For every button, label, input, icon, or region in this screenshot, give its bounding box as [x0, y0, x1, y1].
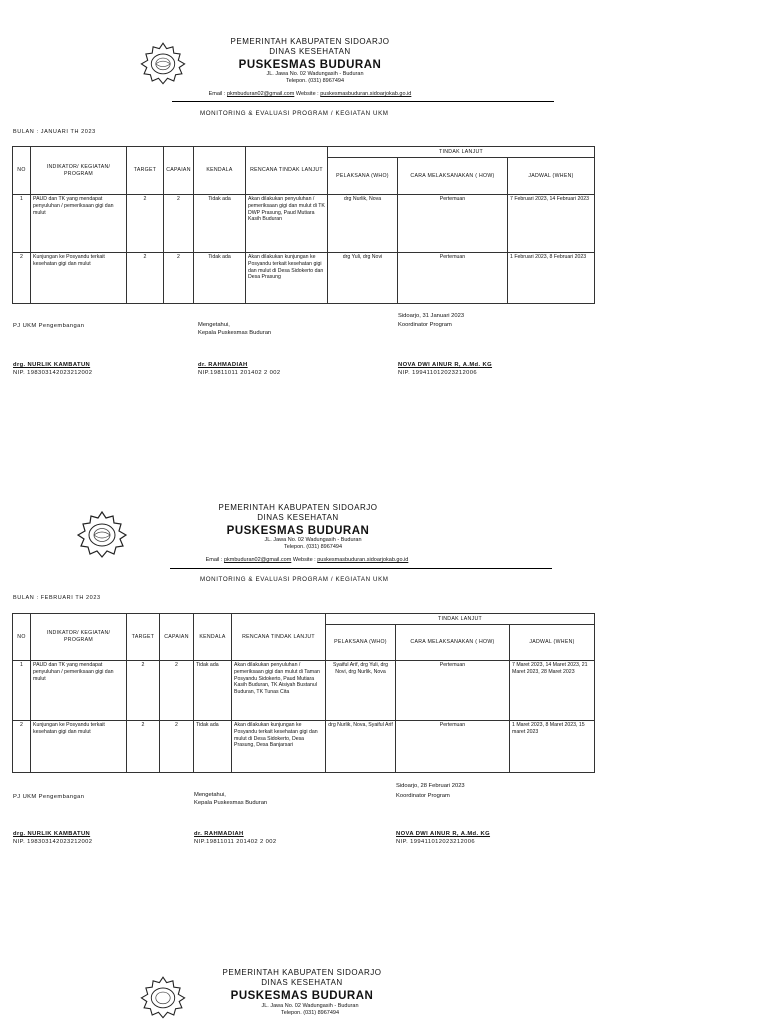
col-kendala: KENDALA — [194, 614, 232, 661]
right-signer — [398, 362, 492, 378]
mid-signer-name: dr. RAHMADIAH — [194, 831, 244, 837]
document-title: MONITORING & EVALUASI PROGRAM / KEGIATAN UKM — [200, 110, 389, 117]
table-row: 1 PAUD dan TK yang mendapat penyuluhan / pemeriksaan gigi dan mulut 2 2 Tidak ada Akan dilakukan penyuluhan / pemeriksaan gigi dan mulut di TK DWP Prasung, Paud Mutiara Kasih Buduran drg Nurlik, Nova Pertemuan 7 Februari 2023, 14 Februari 2023 — [13, 195, 595, 253]
header-divider — [170, 568, 552, 569]
right-signer-title: Koordinator Program — [398, 322, 452, 328]
month-label: BULAN : JANUARI TH 2023 — [13, 129, 96, 135]
emblem-seal-icon — [72, 508, 132, 560]
mid-signer — [198, 362, 281, 378]
mid-signer-name: dr. RAHMADIAH — [198, 362, 248, 368]
phone: Telepon. (031) 8967494 — [283, 543, 343, 550]
mid-signer-title: Mengetahui, Kepala Puskesmas Buduran — [194, 792, 268, 806]
monitoring-table — [12, 613, 595, 773]
right-signer-title: Koordinator Program — [396, 793, 450, 799]
col-rencana: RENCANA TINDAK LANJUT — [232, 614, 326, 661]
col-indikator: INDIKATOR/ KEGIATAN/ PROGRAM — [31, 614, 127, 661]
document-title: MONITORING & EVALUASI PROGRAM / KEGIATAN UKM — [200, 576, 389, 583]
mid-signer-nip: NIP.19811011 201402 2 002 — [194, 838, 277, 845]
right-signer-nip: NIP. 199411012023212006 — [398, 369, 477, 376]
monitoring-table — [12, 146, 595, 304]
institution-name: PUSKESMAS BUDURAN — [226, 525, 370, 537]
letterhead — [188, 503, 408, 539]
col-jadwal: JADWAL (WHEN) — [508, 158, 595, 195]
col-tindak-lanjut: TINDAK LANJUT — [328, 147, 595, 158]
gov-name: PEMERINTAH KABUPATEN SIDOARJO — [218, 503, 378, 512]
mid-signer-title: Mengetahui, Kepala Puskesmas Buduran — [198, 322, 272, 336]
phone: Telepon. (031) 8967494 — [285, 77, 345, 84]
table-row: 1 PAUD dan TK yang mendapat penyuluhan / pemeriksaan gigi dan mulut 2 2 Tidak ada Akan dilakukan penyuluhan / pemeriksaan gigi dan mulut di Taman Posyandu Sidokerto, Paud Mutiara Kasih Buduran, TK Aisiyah Bustanul Buduran, TK Tunas Cita Syaiful Arif, drg Yuli, drg Novi, drg Nurlik, Nova Pertemuan 7 Maret 2023, 14 Maret 2023, 21 Maret 2023, 28 Maret 2023 — [13, 661, 595, 721]
col-target: TARGET — [127, 147, 164, 195]
left-signer-nip: NIP. 198303142023212002 — [13, 838, 93, 845]
gov-name: PEMERINTAH KABUPATEN SIDOARJO — [222, 968, 382, 977]
institution-name: PUSKESMAS BUDURAN — [238, 59, 382, 71]
header-divider — [172, 101, 554, 102]
email-link[interactable]: pkmbuduran02@gmail.com — [226, 91, 295, 97]
col-tindak-lanjut: TINDAK LANJUT — [326, 614, 595, 625]
gov-name: PEMERINTAH KABUPATEN SIDOARJO — [230, 37, 390, 46]
col-indikator: INDIKATOR/ KEGIATAN/ PROGRAM — [31, 147, 127, 195]
left-signer — [13, 362, 92, 378]
left-signer-title: PJ UKM Pengembangan — [13, 323, 85, 329]
website-link[interactable]: puskesmasbuduran.sidoarjokab.go.id — [317, 557, 409, 563]
dept-name: DINAS KESEHATAN — [257, 513, 339, 522]
mid-signer-nip: NIP.19811011 201402 2 002 — [198, 369, 281, 376]
left-signer-title: PJ UKM Pengembangan — [13, 794, 85, 800]
letterhead — [192, 968, 412, 1004]
letterhead — [200, 37, 420, 73]
col-jadwal: JADWAL (WHEN) — [510, 625, 595, 661]
col-cara: CARA MELAKSANAKAN ( HOW) — [396, 625, 510, 661]
right-signer-nip: NIP. 199411012023212006 — [396, 838, 475, 845]
col-target: TARGET — [127, 614, 160, 661]
place-date: Sidoarjo, 28 Februari 2023 — [396, 783, 465, 789]
institution-name: PUSKESMAS BUDURAN — [230, 990, 374, 1002]
phone: Telepon. (031) 8967494 — [280, 1009, 340, 1016]
right-signer-name: NOVA DWI AINUR R, A.Md. KG — [396, 831, 491, 837]
left-signer — [13, 831, 92, 847]
email-link[interactable]: pkmbuduran02@gmail.com — [223, 557, 292, 563]
mid-signer — [194, 831, 277, 847]
col-rencana: RENCANA TINDAK LANJUT — [246, 147, 328, 195]
col-cara: CARA MELAKSANAKAN ( HOW) — [398, 158, 508, 195]
left-signer-name: drg. NURLIK KAMBATUN — [13, 362, 91, 368]
col-pelaksana: PELAKSANA (WHO) — [328, 158, 398, 195]
col-pelaksana: PELAKSANA (WHO) — [326, 625, 396, 661]
col-no: NO — [13, 147, 31, 195]
table-row: 2 Kunjungan ke Posyandu terkait kesehatan gigi dan mulut 2 2 Tidak ada Akan dilakukan kunjungan ke Posyandu terkait kesehatan gigi dan mulut di Desa Sidokerto, Desa Prasung, Desa Banjarsari drg Nurlik, Nova, Syaiful Arif Pertemuan 1 Maret 2023, 8 Maret 2023, 15 maret 2023 — [13, 721, 595, 773]
col-capaian: CAPAIAN — [164, 147, 194, 195]
col-capaian: CAPAIAN — [160, 614, 194, 661]
col-no: NO — [13, 614, 31, 661]
right-signer — [396, 831, 490, 847]
left-signer-name: drg. NURLIK KAMBATUN — [13, 831, 91, 837]
emblem-seal-icon — [136, 40, 190, 86]
emblem-seal-icon — [136, 974, 190, 1020]
website-link[interactable]: puskesmasbuduran.sidoarjokab.go.id — [320, 91, 412, 97]
place-date: Sidoarjo, 31 Januari 2023 — [398, 313, 465, 319]
right-signer-name: NOVA DWI AINUR R, A.Md. KG — [398, 362, 493, 368]
contact-line: Email : pkmbuduran02@gmail.com Website : puskesmasbuduran.sidoarjokab.go.id — [208, 91, 412, 97]
month-label: BULAN : FEBRUARI TH 2023 — [13, 595, 101, 601]
col-kendala: KENDALA — [194, 147, 246, 195]
address: JL. Jawa No. 02 Wadungasih - Buduran — [264, 537, 362, 543]
address: JL. Jawa No. 02 Wadungasih - Buduran — [261, 1003, 359, 1009]
address: JL. Jawa No. 02 Wadungasih - Buduran — [266, 71, 364, 77]
left-signer-nip: NIP. 198303142023212002 — [13, 369, 93, 376]
dept-name: DINAS KESEHATAN — [269, 47, 351, 56]
contact-line: Email : pkmbuduran02@gmail.com Website : puskesmasbuduran.sidoarjokab.go.id — [205, 557, 409, 563]
dept-name: DINAS KESEHATAN — [261, 978, 343, 987]
table-row: 2 Kunjungan ke Posyandu terkait kesehatan gigi dan mulut 2 2 Tidak ada Akan dilakukan kunjungan ke Posyandu terkait kesehatan gigi dan mulut di Desa Sidokerto dan Desa Prasung drg Yuli, drg Novi Pertemuan 1 Februari 2023, 8 Februari 2023 — [13, 253, 595, 304]
